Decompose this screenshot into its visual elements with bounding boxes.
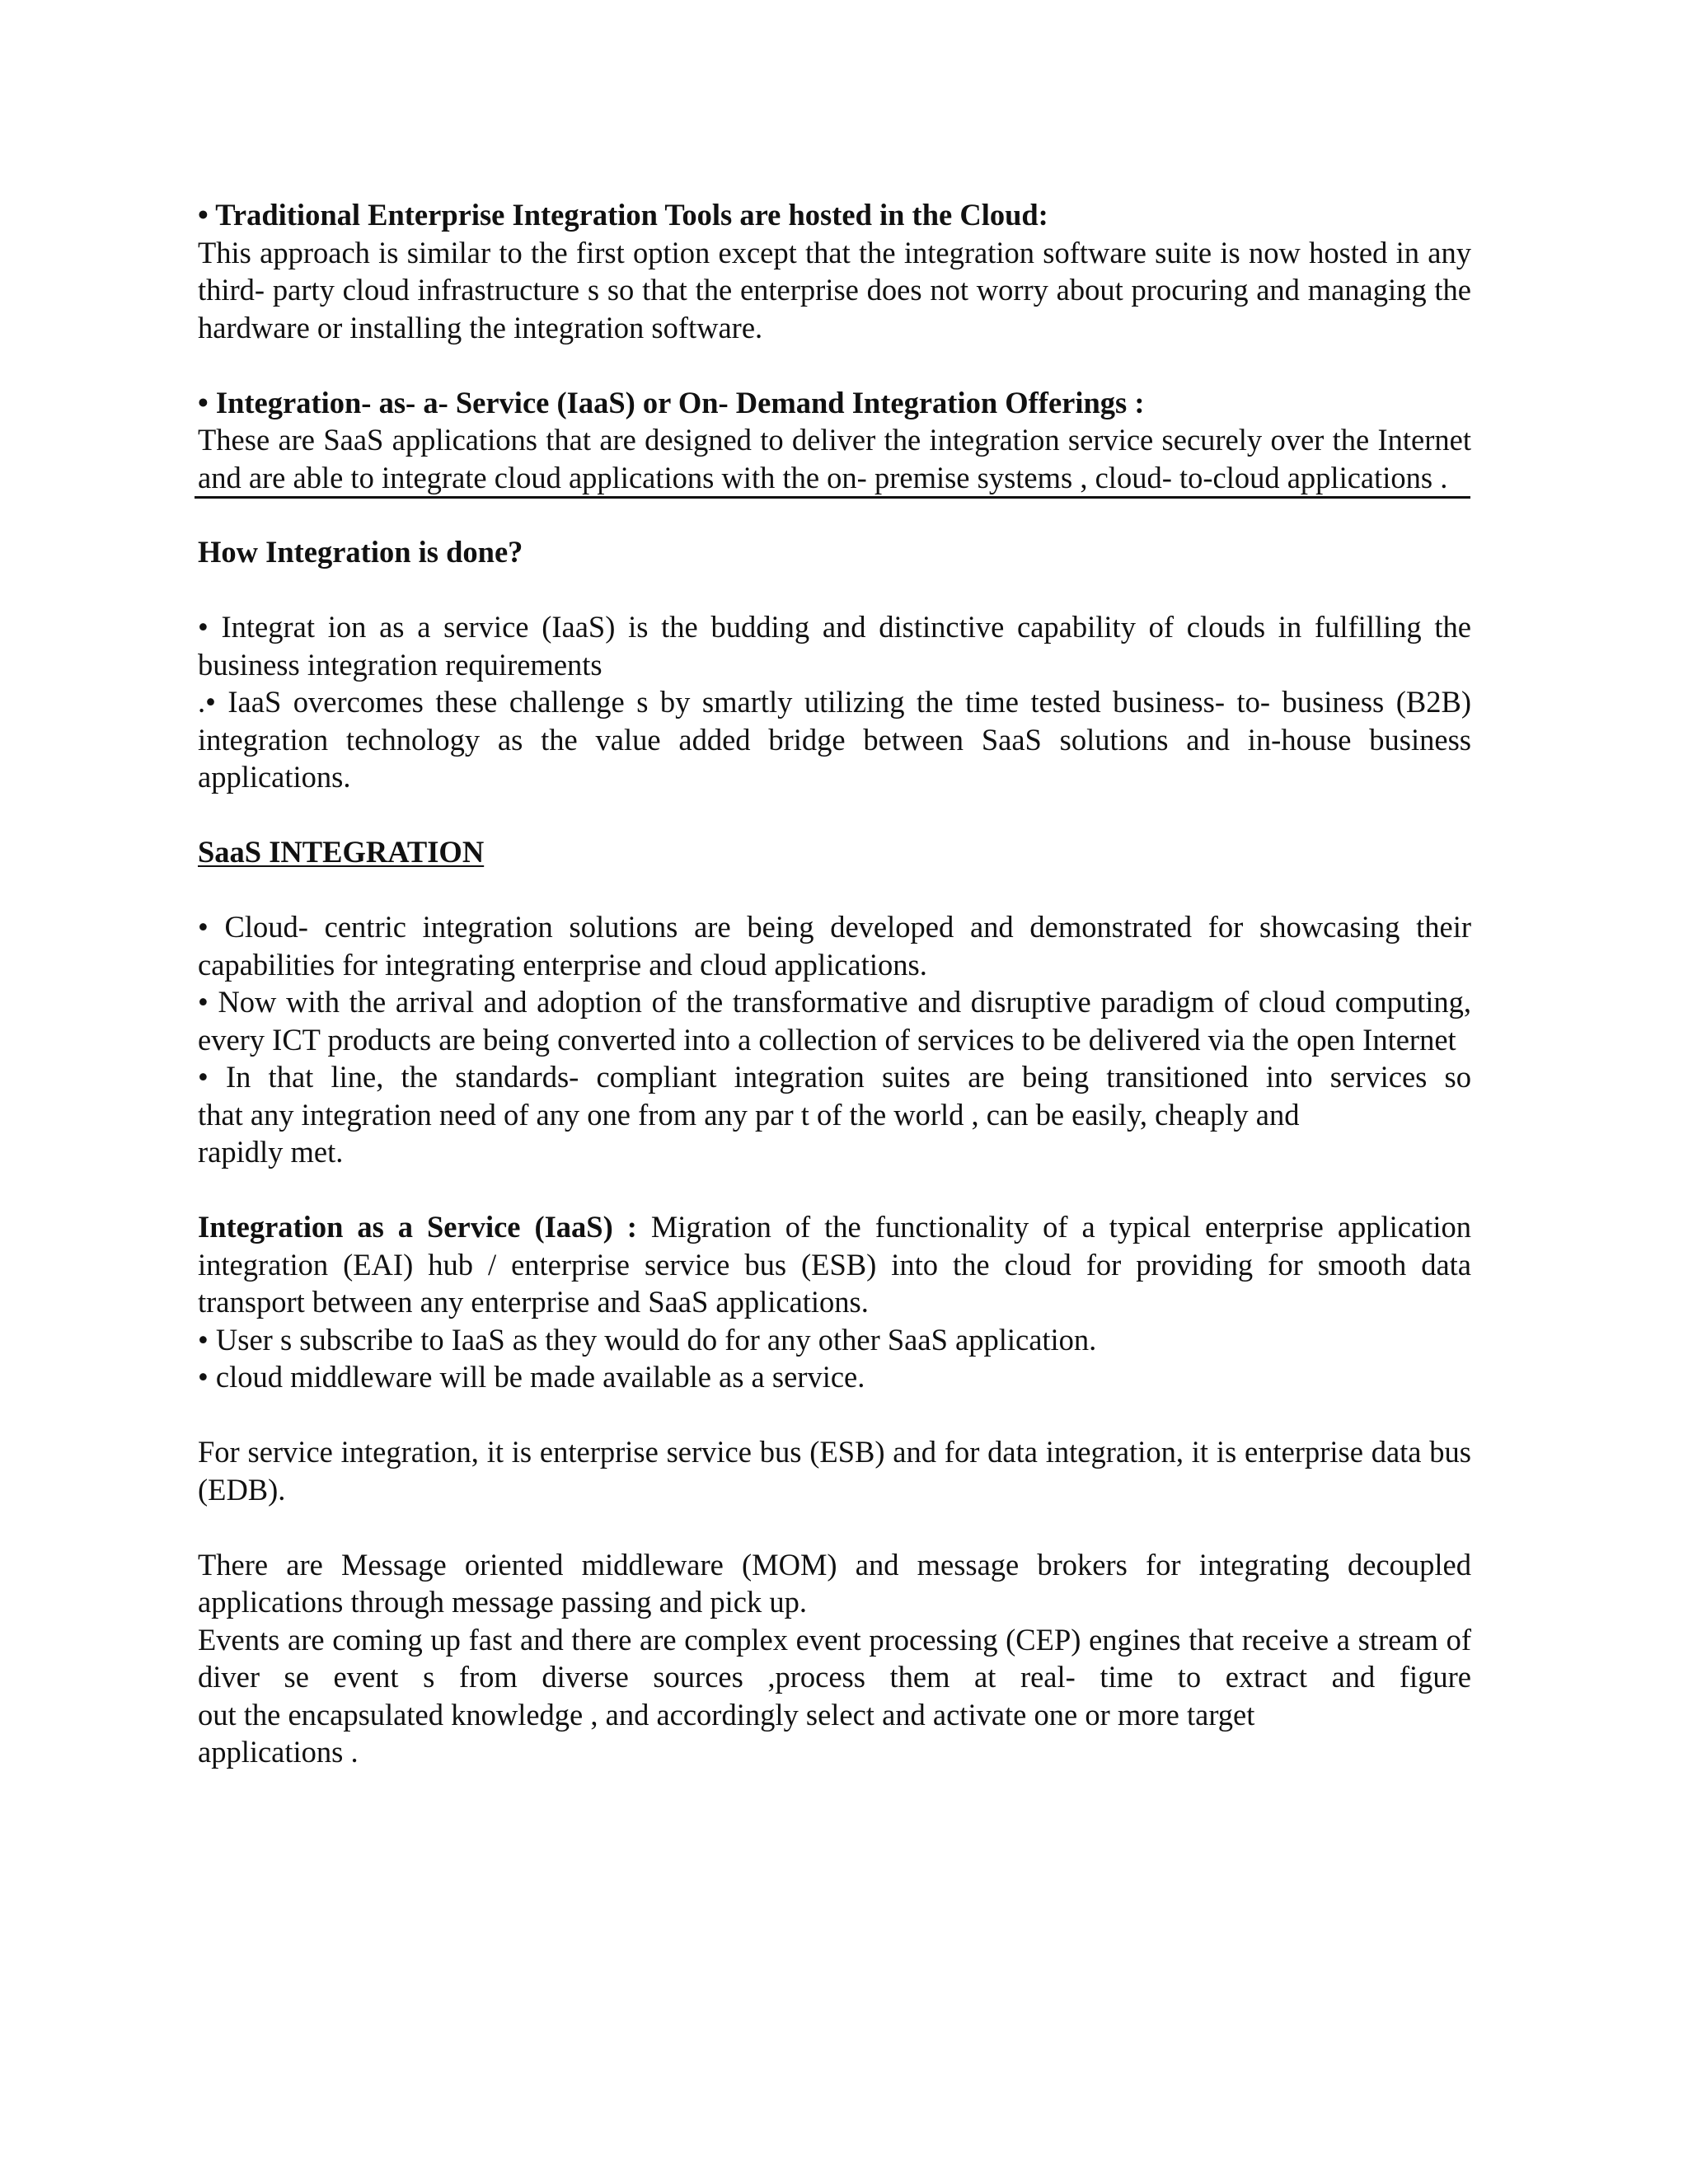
section-heading-iaas-offerings: • Integration- as- a- Service (IaaS) or On- Demand Integration Offerings : (198, 385, 1145, 419)
bullet-standards-line3: rapidly met. (198, 1135, 344, 1169)
bullet-cloud-middleware: • cloud middleware will be made available as a service. (198, 1360, 865, 1394)
paragraph-cep-part2: out the encapsulated knowledge , and accordingly select and activate one or more target (198, 1697, 1255, 1732)
spacer (198, 346, 1471, 384)
section-heading-traditional-tools: • Traditional Enterprise Integration Tools are hosted in the Cloud: (198, 198, 1048, 232)
paragraph-esb-edb: For service integration, it is enterprise service bus (ESB) and for data integration, it is enterprise data bus (EDB). (198, 1435, 1471, 1507)
bullet-standards-line1: • In that line, the standards- compliant integration suites are being transitioned into services so (198, 1060, 1471, 1094)
section-heading-saas-integration (198, 833, 1471, 871)
spacer (198, 1396, 1471, 1434)
bullet-transformative-paradigm: • Now with the arrival and adoption of the transformative and disruptive paradigm of cloud computing, every ICT products are being converted into a collection of services to be delivered via the open Internet (198, 985, 1471, 1057)
bullet-iaas-b2b: .• IaaS overcomes these challenge s by smartly utilizing the time tested business- to- business (B2B) integration technology as the value added bridge between SaaS solutions and in-house business applications. (198, 685, 1471, 794)
spacer (198, 796, 1471, 834)
spacer (198, 871, 1471, 909)
bullet-iaas-capability: • Integrat ion as a service (IaaS) is the budding and distinctive capability of clouds in fulfilling the business integration requirements (198, 610, 1471, 682)
spacer (198, 499, 1471, 533)
bullet-users-subscribe: • User s subscribe to IaaS as they would do for any other SaaS application. (198, 1322, 1097, 1357)
iaas-definition-text: Migration of the functionality of a typical enterprise application integration (EAI) hub / enterprise service bus (ESB) into the cloud for providing for smooth data transport between any enterprise and SaaS applications. (198, 1210, 1471, 1319)
paragraph-iaas-definition (198, 1208, 1471, 1321)
paragraph-traditional-tools: This approach is similar to the first option except that the integration software suite is now hosted in any third- party cloud infrastructure s so that the enterprise does not worry about procuring and managing the hardware or installing the integration software. (198, 235, 1471, 344)
iaas-label: Integration as a Service (IaaS) : (198, 1210, 637, 1244)
bullet-standards-line2: that any integration need of any one from any par t of the world , can be easily, cheaply and (198, 1097, 1300, 1132)
paragraph-cep-part3: applications . (198, 1735, 359, 1769)
saas-integration-title: SaaS INTEGRATION (198, 835, 485, 869)
document-page (198, 196, 1471, 1771)
paragraph-cep-part1: Events are coming up fast and there are complex event processing (CEP) engines that receive a stream of diver se event s from diverse sources ,process them at real- time to extract and figure (198, 1622, 1471, 1694)
paragraph-mom: There are Message oriented middleware (MOM) and message brokers for integrating decoupled applications through message passing and pick up. (198, 1547, 1471, 1619)
spacer (198, 571, 1471, 609)
section-heading-how-integration: How Integration is done? (198, 535, 523, 569)
spacer (198, 1508, 1471, 1546)
spacer (198, 1171, 1471, 1209)
paragraph-iaas-offerings: These are SaaS applications that are designed to deliver the integration service securely over the Internet and are able to integrate cloud applications with the on- premise systems , cloud- to-cloud applications . (198, 423, 1471, 494)
bullet-cloud-centric: • Cloud- centric integration solutions are being developed and demonstrated for showcasing their capabilities for integrating enterprise and cloud applications. (198, 910, 1471, 982)
